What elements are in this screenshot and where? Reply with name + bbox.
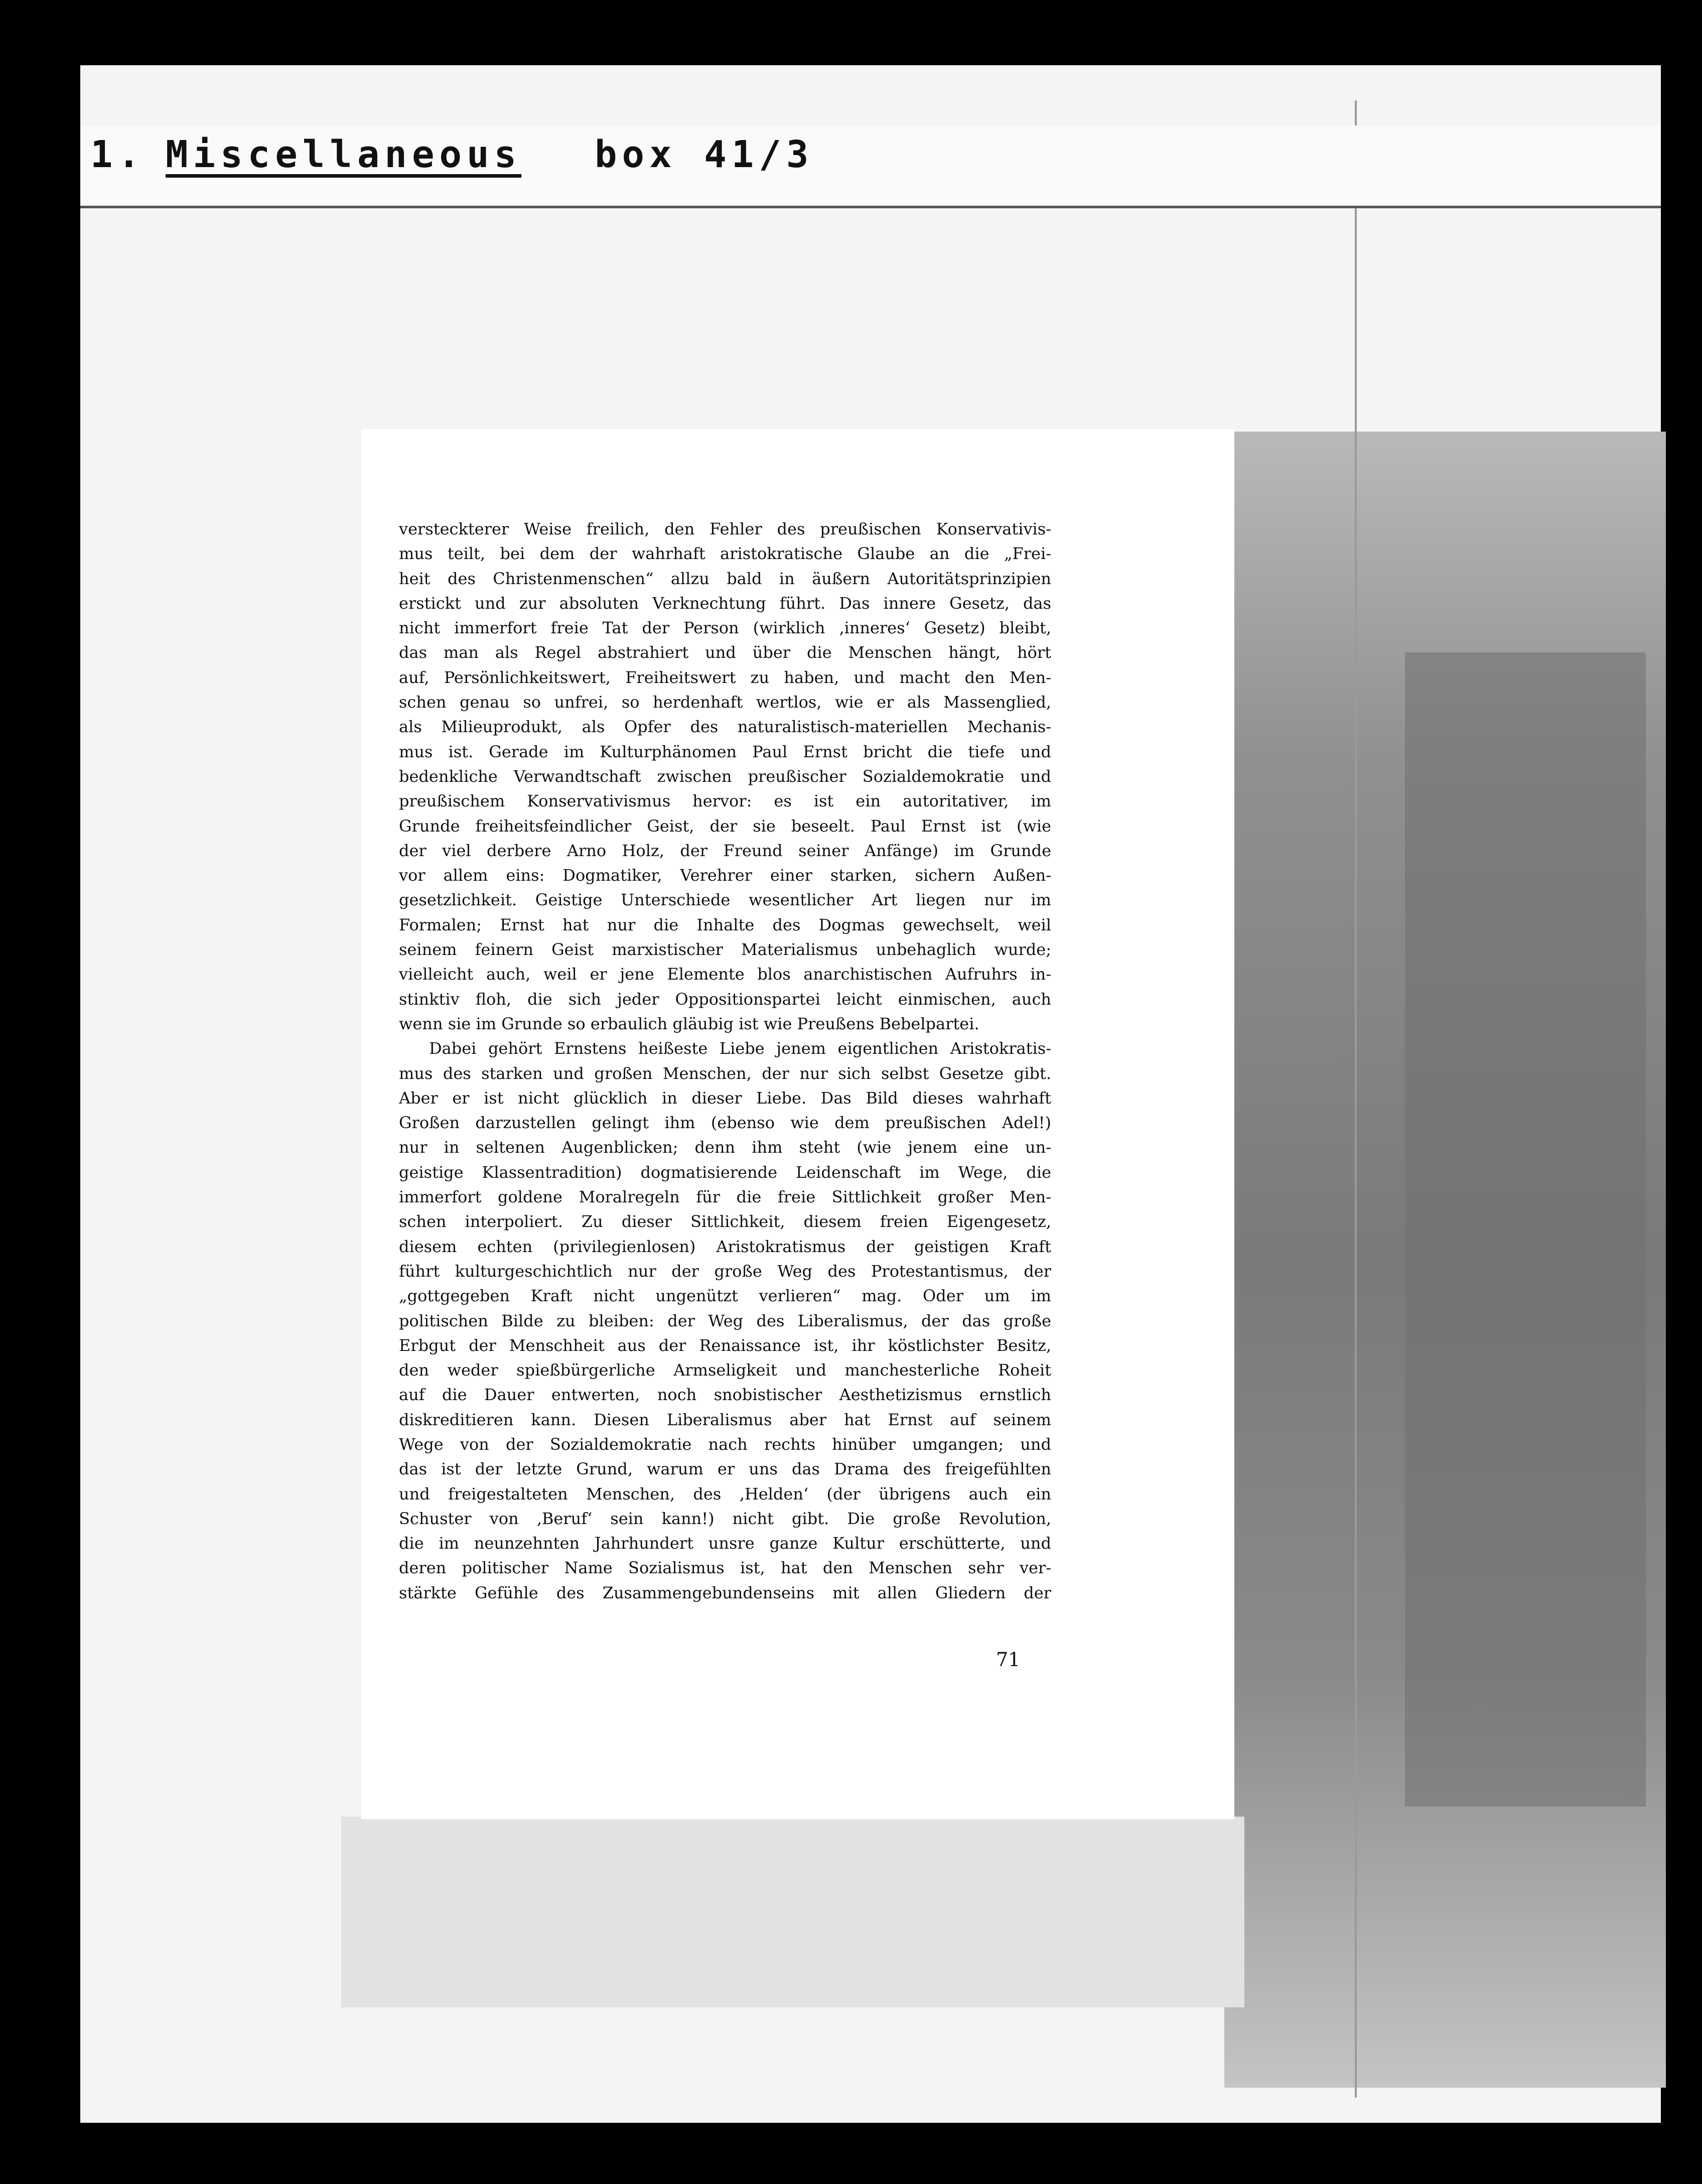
text-line: „gottgegeben Kraft nicht ungenützt verlieren“ mag. Oder um im bbox=[399, 1286, 1051, 1306]
text-line: der viel derbere Arno Holz, der Freund seiner Anfänge) im Grunde bbox=[399, 841, 1051, 860]
text-line: diskreditieren kann. Diesen Liberalismus aber hat Ernst auf seinem bbox=[399, 1410, 1051, 1429]
text-line: erstickt und zur absoluten Verknechtung führt. Das innere Gesetz, das bbox=[399, 593, 1051, 613]
text-line: Wege von der Sozialdemokratie nach rechts hinüber umgangen; und bbox=[399, 1434, 1051, 1454]
text-line: schen genau so unfrei, so herdenhaft wertlos, wie er als Massenglied, bbox=[399, 693, 1051, 712]
text-line: deren politischer Name Sozialismus ist, hat den Menschen sehr ver- bbox=[399, 1558, 1051, 1578]
page-number: 71 bbox=[996, 1649, 1021, 1671]
text-line: gesetzlichkeit. Geistige Unterschiede wesentlicher Art liegen nur im bbox=[399, 890, 1051, 910]
text-line: politischen Bilde zu bleiben: der Weg des Liberalismus, der das große bbox=[399, 1311, 1051, 1330]
text-line: diesem echten (privilegienlosen) Aristokratismus der geistigen Kraft bbox=[399, 1237, 1051, 1256]
text-line: die im neunzehnten Jahrhundert unsre ganze Kultur erschütterte, und bbox=[399, 1534, 1051, 1553]
text-line: heit des Christenmenschen“ allzu bald in äußern Autoritätsprinzipien bbox=[399, 569, 1051, 588]
archive-label-box: box 41/3 bbox=[595, 133, 814, 176]
text-line: und freigestalteten Menschen, des ‚Helden‘ (der übrigens auch ein bbox=[399, 1484, 1051, 1504]
text-line: führt kulturgeschichtlich nur der große Weg des Protestantismus, der bbox=[399, 1261, 1051, 1281]
text-line: Schuster von ‚Beruf‘ sein kann!) nicht gibt. Die große Revolution, bbox=[399, 1509, 1051, 1528]
text-line: nicht immerfort freie Tat der Person (wirklich ‚inneres‘ Gesetz) bleibt, bbox=[399, 618, 1051, 638]
text-line: geistige Klassentradition) dogmatisierende Leidenschaft im Wege, die bbox=[399, 1162, 1051, 1182]
text-line: vielleicht auch, weil er jene Elemente blos anarchistischen Aufruhrs in- bbox=[399, 965, 1051, 984]
text-line: mus ist. Gerade im Kulturphänomen Paul Ernst bricht die tiefe und bbox=[399, 742, 1051, 761]
text-line: das man als Regel abstrahiert und über die Menschen hängt, hört bbox=[399, 643, 1051, 662]
text-line: den weder spießbürgerliche Armseligkeit und manchesterliche Roheit bbox=[399, 1360, 1051, 1380]
text-line: immerfort goldene Moralregeln für die freie Sittlichkeit großer Men- bbox=[399, 1187, 1051, 1207]
text-line: Formalen; Ernst hat nur die Inhalte des Dogmas gewechselt, weil bbox=[399, 915, 1051, 934]
text-line: Erbgut der Menschheit aus der Renaissance ist, ihr köstlichster Besitz, bbox=[399, 1335, 1051, 1355]
text-line: das ist der letzte Grund, warum er uns das Drama des freigefühlten bbox=[399, 1459, 1051, 1479]
text-line: wenn sie im Grunde so erbaulich gläubig ist wie Preußens Bebelpartei. bbox=[399, 1014, 979, 1033]
text-line: nur in seltenen Augenblicken; denn ihm steht (wie jenem eine un- bbox=[399, 1138, 1051, 1157]
text-line: stärkte Gefühle des Zusammengebundenseins mit allen Gliedern der bbox=[399, 1583, 1051, 1602]
text-line: auf, Persönlichkeitswert, Freiheitswert zu haben, und macht den Men- bbox=[399, 667, 1051, 687]
text-line: Aber er ist nicht glücklich in dieser Liebe. Das Bild dieses wahrhaft bbox=[399, 1088, 1051, 1108]
text-line: als Milieuprodukt, als Opfer des naturalistisch-materiellen Mechanis- bbox=[399, 717, 1051, 737]
archive-label-number: 1. bbox=[90, 133, 146, 176]
text-line: stinktiv floh, die sich jeder Oppositionspartei leicht einmischen, auch bbox=[399, 989, 1051, 1009]
text-line: vor allem eins: Dogmatiker, Verehrer einer starken, sichern Außen- bbox=[399, 866, 1051, 885]
text-line: bedenkliche Verwandtschaft zwischen preußischer Sozialdemokratie und bbox=[399, 766, 1051, 786]
sheet-edge bbox=[1355, 100, 1658, 2098]
archive-label-title: Miscellaneous bbox=[166, 133, 522, 176]
text-line: preußischem Konservativismus hervor: es ist ein autoritativer, im bbox=[399, 791, 1051, 811]
text-line: schen interpoliert. Zu dieser Sittlichkeit, diesem freien Eigengesetz, bbox=[399, 1212, 1051, 1232]
text-line: auf die Dauer entwerten, noch snobistischer Aesthetizismus ernstlich bbox=[399, 1385, 1051, 1405]
text-line: seinem feinern Geist marxistischer Materialismus unbehaglich wurde; bbox=[399, 940, 1051, 960]
text-line: Großen darzustellen gelingt ihm (ebenso wie dem preußischen Adel!) bbox=[399, 1113, 1051, 1133]
page-shadow bbox=[341, 1817, 1244, 2007]
text-line: mus des starken und großen Menschen, der nur sich selbst Gesetze gibt. bbox=[399, 1063, 1051, 1083]
text-line: Dabei gehört Ernstens heißeste Liebe jenem eigentlichen Aristokratis- bbox=[429, 1039, 1051, 1058]
text-line: Grunde freiheitsfeindlicher Geist, der sie beseelt. Paul Ernst ist (wie bbox=[399, 816, 1051, 836]
text-line: mus teilt, bei dem der wahrhaft aristokratische Glaube an die „Frei- bbox=[399, 544, 1051, 564]
text-line: versteckterer Weise freilich, den Fehler des preußischen Konservativis- bbox=[399, 519, 1051, 538]
page-text bbox=[399, 517, 1051, 1605]
